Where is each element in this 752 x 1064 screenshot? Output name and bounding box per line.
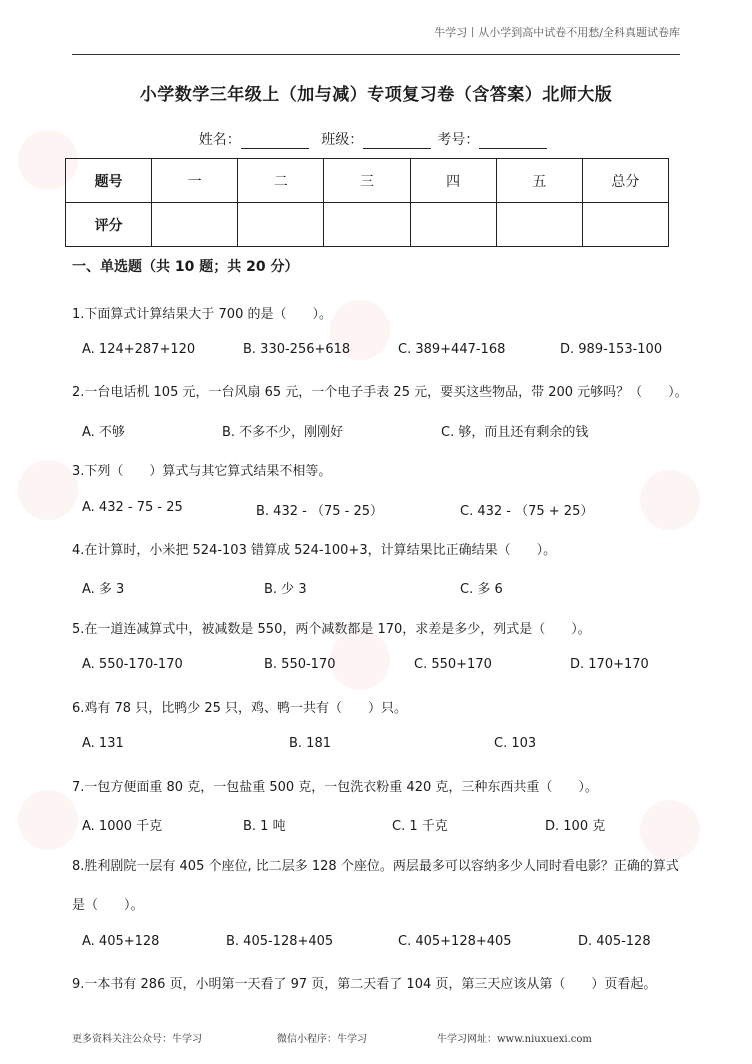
student-info-line [0,129,752,149]
question-9: 9.一本书有 286 页，小明第一天看了 97 页，第二天看了 104 页，第三天应该从第（ ）页看起。 [72,977,657,992]
option-d: D. 405-128 [578,934,651,949]
score-header-cell: 二 [238,159,324,203]
option-c: C. 389+447-168 [398,342,506,357]
option-c: C. 550+170 [414,657,492,672]
question-8-continued: 是（ ）。 [72,898,144,913]
score-cell [496,203,582,247]
option-b: B. 181 [289,736,331,751]
page-title: 小学数学三年级上（加与减）专项复习卷（含答案）北师大版 [139,85,613,105]
score-header-cell: 四 [410,159,496,203]
question-8: 8.胜利剧院一层有 405 个座位, 比二层多 128 个座位。两层最多可以容纳多少人同时看电影？正确的算式 [72,859,679,874]
score-header-cell: 一 [152,159,238,203]
option-b: B. 不多不少，刚刚好 [222,425,344,440]
option-c: C. 103 [494,736,537,751]
score-header-cell: 题号 [66,159,152,203]
question-3: 3.下列（ ）算式与其它算式结果不相等。 [72,464,332,479]
option-b: B. 550-170 [264,657,336,672]
score-cell [152,203,238,247]
footer-public-account: 更多资料关注公众号：牛学习 [72,1034,202,1045]
option-b: B. 1 吨 [243,819,286,834]
name-field[interactable] [241,134,309,149]
option-a: A. 124+287+120 [82,342,196,357]
header-divider [72,54,680,55]
question-1: 1.下面算式计算结果大于 700 的是（ ）。 [72,307,332,322]
option-a: A. 131 [82,736,124,751]
watermark-logo [640,470,700,530]
score-header-cell: 五 [496,159,582,203]
section-heading: 一、单选题（共 10 题；共 20 分） [72,259,299,275]
question-6: 6.鸡有 78 只，比鸭少 25 只，鸡、鸭一共有（ ）只。 [72,701,408,716]
option-a: A. 405+128 [82,934,160,949]
class-field[interactable] [363,134,431,149]
option-c: C. 405+128+405 [398,934,512,949]
option-c: C. 432 - （75 + 25） [460,504,594,519]
question-5: 5.在一道连减算式中，被减数是 550，两个减数都是 170，求差是多少，列式是（ ）。 [72,622,591,637]
option-c: C. 够，而且还有剩余的钱 [441,425,589,440]
score-cell [582,203,668,247]
option-b: B. 405-128+405 [226,934,334,949]
watermark-logo [18,460,78,520]
option-a: A. 432 - 75 - 25 [82,500,183,515]
score-cell [410,203,496,247]
header-text: 牛学习丨从小学到高中试卷不用愁/全科真题试卷库 [434,26,680,39]
option-a: A. 1000 千克 [82,819,163,834]
score-header-cell: 三 [324,159,410,203]
score-table [65,158,669,247]
score-table-row [66,203,669,247]
question-4: 4.在计算时，小米把 524-103 错算成 524-100+3，计算结果比正确结果（ ）。 [72,543,557,558]
option-c: C. 1 千克 [392,819,448,834]
watermark-logo [18,790,78,850]
option-b: B. 432 - （75 - 25） [256,504,383,519]
watermark-logo [330,630,390,690]
option-d: D. 989-153-100 [560,342,663,357]
id-field[interactable] [479,134,547,149]
class-label: 班级： [321,132,364,148]
question-7: 7.一包方便面重 80 克，一包盐重 500 克，一包洗衣粉重 420 克，三种东西共重（ ）。 [72,780,598,795]
option-a: A. 多 3 [82,582,125,597]
score-cell [238,203,324,247]
footer-mini-program: 微信小程序：牛学习 [277,1034,367,1045]
score-row-label: 评分 [66,203,152,247]
option-a: A. 550-170-170 [82,657,183,672]
option-a: A. 不够 [82,425,125,440]
footer-website: 牛学习网址：www.niuxuexi.com [437,1034,592,1045]
score-cell [324,203,410,247]
option-d: D. 100 克 [545,819,606,834]
score-table-header-row [66,159,669,203]
question-2: 2.一台电话机 105 元，一台风扇 65 元，一个电子手表 25 元，要买这些物品，带 200 元够吗？（ ）。 [72,385,688,400]
option-d: D. 170+170 [570,657,649,672]
option-c: C. 多 6 [460,582,503,597]
option-b: B. 少 3 [264,582,307,597]
watermark-logo [640,800,700,860]
score-header-cell: 总分 [582,159,668,203]
name-label: 姓名： [198,132,241,148]
id-label: 考号： [437,132,480,148]
option-b: B. 330-256+618 [243,342,351,357]
